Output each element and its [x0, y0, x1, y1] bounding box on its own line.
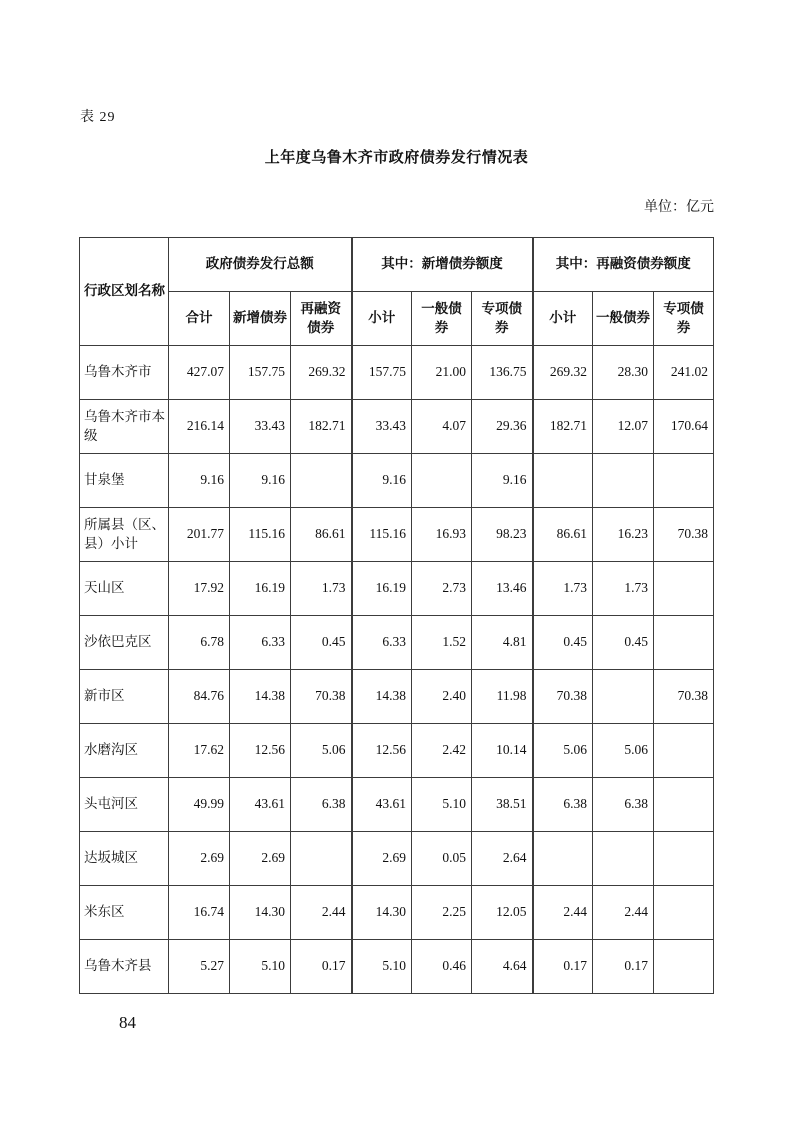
column-header-total: 合计 [169, 292, 230, 346]
table-cell: 5.06 [593, 724, 654, 778]
page-title: 上年度乌鲁木齐市政府债券发行情况表 [264, 150, 529, 166]
column-header-refi-special: 专项债券 [654, 292, 714, 346]
table-cell [654, 616, 714, 670]
column-header-refi-general: 一般债券 [593, 292, 654, 346]
table-cell: 17.92 [169, 562, 230, 616]
table-row [80, 346, 714, 400]
table-cell: 1.73 [291, 562, 352, 616]
column-header-new: 新增债券 [230, 292, 291, 346]
table-cell: 269.32 [291, 346, 352, 400]
row-label: 沙依巴克区 [80, 616, 169, 670]
table-cell: 0.17 [291, 940, 352, 994]
table-row [80, 886, 714, 940]
table-cell: 2.69 [169, 832, 230, 886]
table-cell: 13.46 [472, 562, 533, 616]
column-group-refinancing-bonds: 其中：再融资债券额度 [533, 238, 714, 292]
column-header-new-special: 专项债券 [472, 292, 533, 346]
table-cell: 1.73 [593, 562, 654, 616]
table-cell: 21.00 [412, 346, 472, 400]
table-cell: 12.05 [472, 886, 533, 940]
table-cell: 0.45 [533, 616, 593, 670]
table-cell: 28.30 [593, 346, 654, 400]
table-cell [654, 724, 714, 778]
table-cell: 14.30 [230, 886, 291, 940]
table-cell: 6.33 [230, 616, 291, 670]
table-cell: 2.44 [291, 886, 352, 940]
table-cell: 115.16 [230, 508, 291, 562]
table-row [80, 940, 714, 994]
table-cell: 86.61 [533, 508, 593, 562]
page-number: 84 [119, 1013, 136, 1032]
table-cell: 4.07 [412, 400, 472, 454]
table-cell [654, 940, 714, 994]
table-cell: 84.76 [169, 670, 230, 724]
table-cell: 17.62 [169, 724, 230, 778]
table-row [80, 832, 714, 886]
table-row [80, 670, 714, 724]
column-header-new-subtotal: 小计 [352, 292, 412, 346]
table-cell: 98.23 [472, 508, 533, 562]
table-cell [654, 778, 714, 832]
table-cell: 2.64 [472, 832, 533, 886]
table-cell: 12.56 [230, 724, 291, 778]
table-cell: 6.38 [593, 778, 654, 832]
row-label: 头屯河区 [80, 778, 169, 832]
table-cell: 38.51 [472, 778, 533, 832]
table-body [80, 346, 714, 994]
table-cell: 241.02 [654, 346, 714, 400]
table-cell: 43.61 [230, 778, 291, 832]
table-cell [654, 832, 714, 886]
table-cell [412, 454, 472, 508]
row-label: 新市区 [80, 670, 169, 724]
header-subcolumn-row [80, 292, 714, 346]
table-cell: 1.73 [533, 562, 593, 616]
table-cell: 5.06 [533, 724, 593, 778]
table-cell: 9.16 [472, 454, 533, 508]
table-cell: 2.69 [230, 832, 291, 886]
table-cell: 4.64 [472, 940, 533, 994]
row-label: 天山区 [80, 562, 169, 616]
table-row [80, 724, 714, 778]
table-cell: 12.56 [352, 724, 412, 778]
table-cell: 9.16 [230, 454, 291, 508]
table-cell: 43.61 [352, 778, 412, 832]
table-cell: 16.93 [412, 508, 472, 562]
table-cell: 427.07 [169, 346, 230, 400]
table-cell: 10.14 [472, 724, 533, 778]
column-header-refi-subtotal: 小计 [533, 292, 593, 346]
table-cell: 157.75 [230, 346, 291, 400]
row-label: 所属县（区、县）小计 [80, 508, 169, 562]
row-label: 达坂城区 [80, 832, 169, 886]
table-cell: 157.75 [352, 346, 412, 400]
table-cell: 49.99 [169, 778, 230, 832]
column-header-new-general: 一般债券 [412, 292, 472, 346]
table-cell: 2.42 [412, 724, 472, 778]
row-label: 水磨沟区 [80, 724, 169, 778]
table-cell: 0.46 [412, 940, 472, 994]
row-label: 乌鲁木齐市 [80, 346, 169, 400]
table-cell: 0.17 [533, 940, 593, 994]
row-label: 米东区 [80, 886, 169, 940]
table-cell: 0.05 [412, 832, 472, 886]
table-cell: 33.43 [352, 400, 412, 454]
table-cell [654, 886, 714, 940]
table-cell: 29.36 [472, 400, 533, 454]
table-cell: 9.16 [169, 454, 230, 508]
table-cell: 269.32 [533, 346, 593, 400]
table-cell: 9.16 [352, 454, 412, 508]
table-cell: 14.38 [352, 670, 412, 724]
table-cell: 70.38 [291, 670, 352, 724]
table-cell: 86.61 [291, 508, 352, 562]
table-cell [654, 562, 714, 616]
table-cell: 115.16 [352, 508, 412, 562]
column-group-total-issuance: 政府债券发行总额 [169, 238, 352, 292]
table-cell [533, 454, 593, 508]
table-cell: 70.38 [654, 508, 714, 562]
table-cell: 70.38 [654, 670, 714, 724]
table-cell: 0.17 [593, 940, 654, 994]
bond-issuance-table [79, 237, 714, 994]
table-cell: 1.52 [412, 616, 472, 670]
table-cell [593, 454, 654, 508]
table-cell: 5.06 [291, 724, 352, 778]
column-group-new-bonds: 其中：新增债券额度 [352, 238, 533, 292]
table-cell: 14.38 [230, 670, 291, 724]
table-cell: 0.45 [291, 616, 352, 670]
table-cell: 14.30 [352, 886, 412, 940]
table-cell: 0.45 [593, 616, 654, 670]
table-cell: 16.19 [352, 562, 412, 616]
table-header [80, 238, 714, 346]
unit-label: 单位：亿元 [644, 200, 714, 215]
table-row [80, 778, 714, 832]
table-cell: 33.43 [230, 400, 291, 454]
table-row [80, 454, 714, 508]
table-cell: 12.07 [593, 400, 654, 454]
table-row [80, 616, 714, 670]
row-label: 甘泉堡 [80, 454, 169, 508]
table-cell: 216.14 [169, 400, 230, 454]
table-cell: 6.38 [291, 778, 352, 832]
header-group-row [80, 238, 714, 292]
table-cell: 6.33 [352, 616, 412, 670]
table-cell: 6.78 [169, 616, 230, 670]
table-cell [291, 454, 352, 508]
row-label: 乌鲁木齐县 [80, 940, 169, 994]
table-cell: 2.69 [352, 832, 412, 886]
table-cell [593, 832, 654, 886]
table-cell: 4.81 [472, 616, 533, 670]
table-cell: 16.23 [593, 508, 654, 562]
table-row [80, 562, 714, 616]
table-row [80, 400, 714, 454]
table-cell: 16.19 [230, 562, 291, 616]
table-cell: 11.98 [472, 670, 533, 724]
table-cell: 2.40 [412, 670, 472, 724]
table-cell: 2.25 [412, 886, 472, 940]
table-cell [533, 832, 593, 886]
table-row [80, 508, 714, 562]
table-cell [291, 832, 352, 886]
table-cell [654, 454, 714, 508]
table-cell: 5.10 [230, 940, 291, 994]
table-cell: 136.75 [472, 346, 533, 400]
table-number-label: 表 29 [80, 110, 116, 125]
table-cell: 201.77 [169, 508, 230, 562]
table-cell: 6.38 [533, 778, 593, 832]
table-cell: 70.38 [533, 670, 593, 724]
column-header-region: 行政区划名称 [80, 238, 169, 346]
table-cell: 2.73 [412, 562, 472, 616]
table-cell: 2.44 [593, 886, 654, 940]
row-label: 乌鲁木齐市本级 [80, 400, 169, 454]
table-cell: 182.71 [291, 400, 352, 454]
table-cell: 2.44 [533, 886, 593, 940]
table-cell: 170.64 [654, 400, 714, 454]
table-cell: 5.10 [412, 778, 472, 832]
table-cell [593, 670, 654, 724]
column-header-refinancing: 再融资债券 [291, 292, 352, 346]
table-cell: 5.10 [352, 940, 412, 994]
table-cell: 182.71 [533, 400, 593, 454]
table-cell: 16.74 [169, 886, 230, 940]
table-cell: 5.27 [169, 940, 230, 994]
